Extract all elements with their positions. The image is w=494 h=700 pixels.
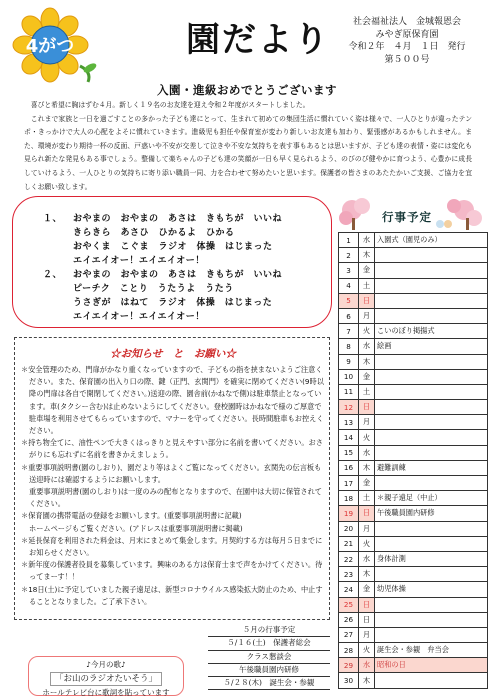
calendar-event: ＊親子遠足（中止）: [375, 491, 488, 506]
calendar-row: [339, 612, 488, 627]
calendar-day: 21: [339, 536, 359, 551]
calendar-weekday: 土: [359, 384, 375, 399]
song-lyrics-box: [12, 196, 332, 328]
lyric-line: おやまの おやまの あさは きもちが いいね: [73, 270, 283, 280]
lyric-line: おやくま こぐま ラジオ 体操 はじまった: [73, 242, 273, 252]
calendar-weekday: 木: [359, 354, 375, 369]
greeting-heading: 入園・進級おめでとうございます: [157, 83, 337, 97]
calendar-weekday: 月: [359, 415, 375, 430]
may-schedule: [208, 624, 330, 690]
org-line: 令和２年 ４月 １日 発行: [348, 42, 466, 52]
lyric-line: おやまの おやまの あさは きもちが いいね: [73, 214, 283, 224]
notice-title: ☆お知らせ と お願い☆: [110, 348, 236, 360]
calendar-title: 行事予定: [382, 210, 432, 224]
calendar-event: こいのぼり掲揚式: [375, 324, 488, 339]
sunflower-logo-icon: [10, 6, 102, 84]
calendar-row: [339, 658, 488, 673]
calendar-day: 30: [339, 673, 359, 688]
calendar-row: [339, 460, 488, 475]
org-line: 第５００号: [384, 54, 430, 65]
calendar-event: 幼児体操: [375, 582, 488, 597]
calendar-event: [375, 567, 488, 582]
calendar-row: [339, 415, 488, 430]
calendar-row: [339, 521, 488, 536]
org-line: 社会福祉法人 金城報恩会: [352, 17, 461, 27]
calendar-row: [339, 476, 488, 491]
calendar-event: [375, 673, 488, 688]
calendar-weekday: 木: [359, 248, 375, 263]
calendar-day: 3: [339, 263, 359, 278]
calendar-day: 9: [339, 354, 359, 369]
publisher-info: [327, 16, 487, 66]
calendar-event: 絵画: [375, 339, 488, 354]
calendar-event: [375, 445, 488, 460]
calendar-weekday: 水: [359, 445, 375, 460]
may-schedule-line: ５/２８(木) 誕生会・参観: [208, 677, 330, 690]
calendar-event: [375, 308, 488, 323]
calendar-event: [375, 415, 488, 430]
calendar-event: 入園式（園児のみ）: [375, 233, 488, 248]
calendar-weekday: 日: [359, 597, 375, 612]
calendar-day: 14: [339, 430, 359, 445]
calendar-event: 昭和の日: [375, 658, 488, 673]
calendar-row: [339, 384, 488, 399]
calendar-weekday: 水: [359, 233, 375, 248]
calendar-day: 19: [339, 506, 359, 521]
calendar-day: 11: [339, 384, 359, 399]
lyric-line: うさぎが はねて ラジオ 体操 はじまった: [73, 298, 273, 308]
notice-item: ＊18日(土)に予定していました親子遠足は、新型コロナウイルス感染拡大防止のため、中止することとなりました。ご了承下さい。: [21, 584, 323, 606]
calendar-event: [375, 263, 488, 278]
calendar-row: [339, 293, 488, 308]
calendar-day: 7: [339, 324, 359, 339]
calendar-weekday: 木: [359, 460, 375, 475]
notice-list: [21, 364, 325, 608]
calendar-event: 誕生会・参観 弁当会: [375, 643, 488, 658]
notice-item: ＊安全管理のため、門扉がかなり重くなっていますので、子どもの指を挟まないようご注意ください。また、保育園の出入り口の際、鍵（正門、玄関門）を確実に閉めてください(9時以降の門扉は各自で開閉してください。)送迎の際、園舎前(かねなで側)は駐車禁止となっています。車(タクシー含む)は止めないようにしてください。登校園時はかねなで様のご厚意で駐車場を利用させてもらっていますので、マナーを守ってください。長時間駐車もお控えください。: [21, 365, 324, 436]
lyric-line: エイエイオー！エイエイオー！: [73, 312, 205, 322]
calendar-row: [339, 643, 488, 658]
calendar-event: [375, 354, 488, 369]
calendar-weekday: 木: [359, 673, 375, 688]
calendar-day: 8: [339, 339, 359, 354]
calendar-day: 29: [339, 658, 359, 673]
calendar-day: 17: [339, 476, 359, 491]
calendar-row: [339, 308, 488, 323]
calendar-event: [375, 248, 488, 263]
calendar-weekday: 月: [359, 627, 375, 642]
calendar-row: [339, 263, 488, 278]
calendar-weekday: 月: [359, 521, 375, 536]
may-schedule-line: 午後職員園内研修: [208, 664, 330, 677]
calendar-day: 22: [339, 551, 359, 566]
calendar-event: [375, 369, 488, 384]
notice-item: 重要事項説明書(園のしおり)は一度のみの配布となりますので、在園中は大切に保管されてください。: [29, 487, 322, 509]
calendar-day: 20: [339, 521, 359, 536]
notice-item: ＊持ち物全てに、油性ペンで大きくはっきりと見えやすい部分に名前を書いてください。おさがりにも忘れずに名前を書きかえましょう。: [21, 438, 323, 460]
calendar-row: [339, 491, 488, 506]
intro-paragraph: 喜びと希望に胸はずむ４月。新しく１９名のお友達を迎え令和２年度がスタートしました。: [30, 101, 310, 109]
monthly-song-box: [28, 656, 184, 696]
calendar-day: 10: [339, 369, 359, 384]
calendar-row: [339, 430, 488, 445]
calendar-row: [339, 278, 488, 293]
event-calendar: [338, 232, 488, 689]
may-schedule-line: ５/１６(土) 保護者総会: [208, 637, 330, 650]
verse-number: ２、: [43, 270, 63, 280]
calendar-weekday: 火: [359, 430, 375, 445]
notice-item: ＊新年度の保護者役員を募集しています。興味のある方は保育士まで声をかけてください。待ってまーす！！: [21, 560, 323, 582]
calendar-row: [339, 339, 488, 354]
calendar-day: 5: [339, 293, 359, 308]
calendar-event: [375, 627, 488, 642]
calendar-row: [339, 248, 488, 263]
calendar-event: [375, 278, 488, 293]
calendar-row: [339, 324, 488, 339]
calendar-row: [339, 567, 488, 582]
may-schedule-line: クラス懇談会: [208, 651, 330, 664]
calendar-day: 4: [339, 278, 359, 293]
calendar-row: [339, 369, 488, 384]
calendar-weekday: 日: [359, 400, 375, 415]
notice-item: ＊保育園の携帯電話の登録をお願いします。(重要事項説明書に記載): [21, 511, 242, 521]
notice-item: ホームページもご覧ください。(アドレスは重要事項説明書に掲載): [29, 523, 243, 533]
calendar-day: 26: [339, 612, 359, 627]
notice-item: ＊延長保育を利用された料金は、月末にまとめて集金します。月契約する方は毎月５日までにお知らせください。: [21, 535, 323, 558]
calendar-event: [375, 476, 488, 491]
calendar-day: 25: [339, 597, 359, 612]
calendar-weekday: 日: [359, 506, 375, 521]
calendar-weekday: 金: [359, 369, 375, 384]
calendar-row: [339, 673, 488, 688]
calendar-weekday: 火: [359, 324, 375, 339]
lyric-line: エイエイオー！エイエイオー！: [73, 256, 205, 266]
calendar-day: 2: [339, 248, 359, 263]
calendar-event: 避難訓練: [375, 460, 488, 475]
calendar-weekday: 月: [359, 308, 375, 323]
calendar-weekday: 土: [359, 278, 375, 293]
verse-number: １、: [43, 214, 63, 224]
calendar-row: [339, 506, 488, 521]
calendar-day: 18: [339, 491, 359, 506]
calendar-event: [375, 597, 488, 612]
calendar-event: 午後職員園内研修: [375, 506, 488, 521]
calendar-day: 23: [339, 567, 359, 582]
intro-text: [24, 99, 472, 194]
calendar-row: [339, 582, 488, 597]
monthly-song-note: ホールテレビ台に歌詞を貼っています: [42, 688, 170, 697]
calendar-event: 身体計測: [375, 551, 488, 566]
calendar-row: [339, 627, 488, 642]
calendar-event: [375, 384, 488, 399]
calendar-weekday: 火: [359, 536, 375, 551]
calendar-weekday: 日: [359, 612, 375, 627]
lyric-line: ピーチク ことり うたうよ うたう: [73, 284, 234, 294]
calendar-day: 12: [339, 400, 359, 415]
notice-item: ＊重要事項説明書(園のしおり)、園だより等はよくご覧になってください。玄関先の伝言板も送迎時には確認するようにお願いします。: [21, 462, 322, 484]
calendar-row: [339, 400, 488, 415]
calendar-event: [375, 400, 488, 415]
calendar-row: [339, 551, 488, 566]
calendar-event: [375, 521, 488, 536]
org-line: みやぎ原保育園: [375, 29, 439, 40]
calendar-event: [375, 536, 488, 551]
calendar-day: 15: [339, 445, 359, 460]
calendar-row: [339, 233, 488, 248]
calendar-weekday: 金: [359, 582, 375, 597]
calendar-weekday: 水: [359, 658, 375, 673]
monthly-song-title: 「お山のラジオたいそう」: [50, 672, 162, 686]
calendar-weekday: 金: [359, 263, 375, 278]
calendar-day: 28: [339, 643, 359, 658]
calendar-event: [375, 612, 488, 627]
calendar-row: [339, 354, 488, 369]
calendar-weekday: 火: [359, 643, 375, 658]
notice-box: [14, 337, 330, 620]
calendar-day: 1: [339, 233, 359, 248]
calendar-row: [339, 536, 488, 551]
lyric-line: きらきら あさひ ひかるよ ひかる: [73, 228, 235, 238]
calendar-header: [338, 196, 488, 230]
calendar-day: 16: [339, 460, 359, 475]
calendar-row: [339, 445, 488, 460]
calendar-weekday: 日: [359, 293, 375, 308]
calendar-day: 27: [339, 627, 359, 642]
calendar-row: [339, 597, 488, 612]
calendar-event: [375, 430, 488, 445]
monthly-song-label: ♪今月の歌♪: [86, 660, 126, 669]
calendar-day: 13: [339, 415, 359, 430]
may-schedule-title: ５月の行事予定: [208, 624, 330, 637]
calendar-weekday: 水: [359, 551, 375, 566]
calendar-event: [375, 293, 488, 308]
page-title: 園だより: [186, 20, 330, 60]
calendar-weekday: 土: [359, 491, 375, 506]
calendar-weekday: 水: [359, 339, 375, 354]
calendar-day: 6: [339, 308, 359, 323]
calendar-day: 24: [339, 582, 359, 597]
month-badge: 4がつ: [25, 36, 75, 57]
intro-paragraph: これまで家族と一日を過ごすことの多かった子ども達にとって、生まれて初めての集団生活に慣れていく姿は様々で、一人ひとりが違ったテンポ・きっかけで大人の心配をよそに慣れていきます。進級児も担任や保育室が変わり新しいお友達も加わり、緊張感があるかもしれません。また、環境が変わり期待一杯の反面、戸惑いや不安が交差して泣きや不安な気持ちを表す事もあるとは思いますが、子ども達の表情・姿には変化も見られ新たな発見もある事でしょう。整備して楽ちゃんの子ども達の笑顔が一日も早く見られるよう、のびのび健やかに育つよう、心豊かに成長していけるよう、一人ひとりの気持ちに寄り添い職員一同、力を合わせて努めたいと思います。保護者の皆さまのあたたかいご支援、ご協力を宜しくお願い致します。: [24, 114, 472, 191]
calendar-weekday: 木: [359, 567, 375, 582]
calendar-weekday: 金: [359, 476, 375, 491]
